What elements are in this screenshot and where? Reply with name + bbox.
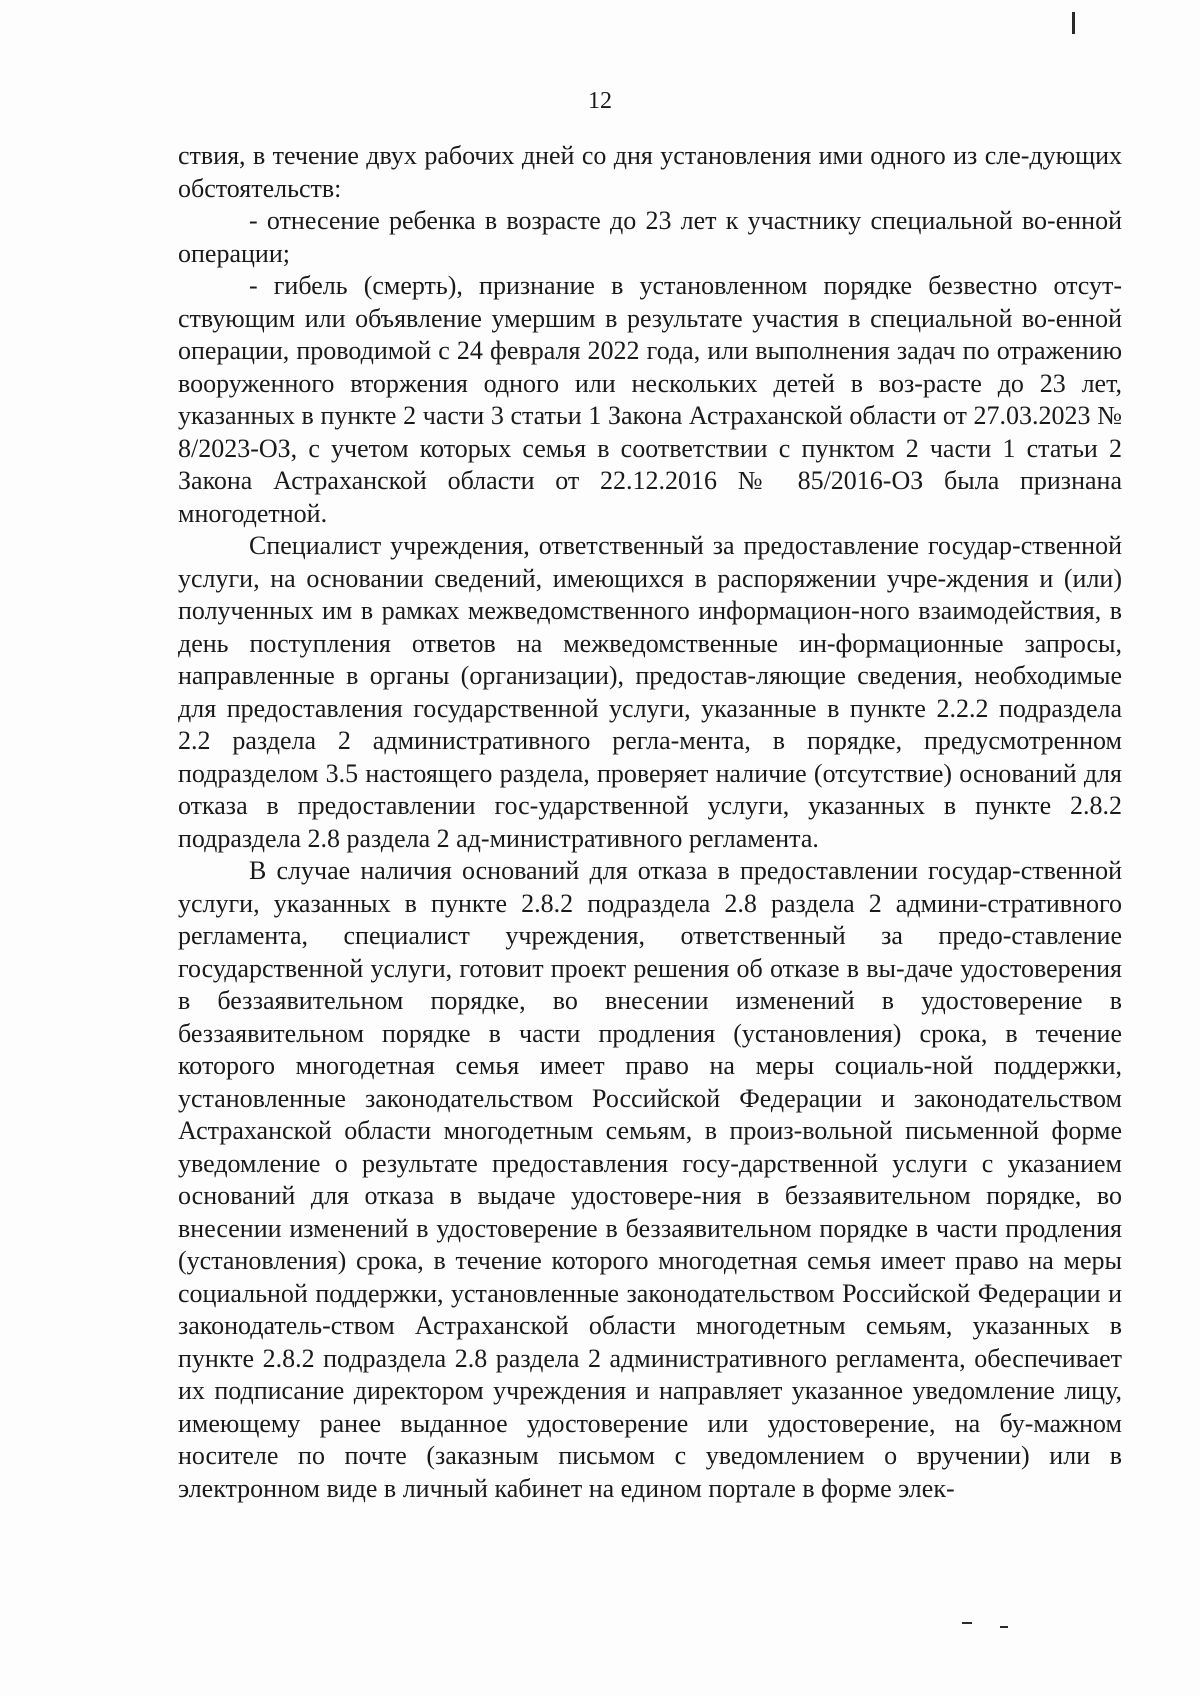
scan-speck	[1072, 12, 1075, 34]
page-number: 12	[588, 88, 612, 114]
scan-speck	[1000, 1626, 1008, 1628]
scan-speck	[962, 1622, 972, 1624]
paragraph-specialist-check: Специалист учреждения, ответственный за предоставление государ-ственной услуги, на основании сведений, имеющихся в распоряжении учре-ждения и (или) полученных им в рамках межведомственного информацион-ного взаимодействия, в день поступления ответов на межведомственные ин-формационные запросы, направленные в органы (организации), предостав-ляющие сведения, необходимые для предоставления государственной услуги, указанные в пункте 2.2.2 подраздела 2.2 раздела 2 административного регла-мента, в порядке, предусмотренном подразделом 3.5 настоящего раздела, проверяет наличие (отсутствие) оснований для отказа в предоставлении гос-ударственной услуги, указанных в пункте 2.8.2 подраздела 2.8 раздела 2 ад-министративного регламента.	[178, 531, 1122, 853]
list-item-death-or-missing: - гибель (смерть), признание в установленном порядке безвестно отсут-ствующим или объявление умершим в результате участия в специальной во-енной операции, проводимой с 24 февраля 2022 года, или выполнения задач по отражению вооруженного вторжения одного или нескольких детей в воз-расте до 23 лет, указанных в пункте 2 части 3 статьи 1 Закона Астраханской области от 27.03.2023 № 8/2023-ОЗ, с учетом которых семья в соответствии с пунктом 2 части 1 статьи 2 Закона Астраханской области от 22.12.2016 № 85/2016-ОЗ была признана многодетной.	[178, 271, 1122, 528]
paragraph-refusal-procedure: В случае наличия оснований для отказа в предоставлении государ-ственной услуги, указанных в пункте 2.8.2 подраздела 2.8 раздела 2 админи-стративного регламента, специалист учреждения, ответственный за предо-ставление государственной услуги, готовит проект решения об отказе в вы-даче удостоверения в беззаявительном порядке, во внесении изменений в удостоверение в беззаявительном порядке в части продления (установления) срока, в течение которого многодетная семья имеет право на меры социаль-ной поддержки, установленные законодательством Российской Федерации и законодательством Астраханской области многодетным семьям, в произ-вольной письменной форме уведомление о результате предоставления госу-дарственной услуги с указанием оснований для отказа в выдаче удостовере-ния в беззаявительном порядке, во внесении изменений в удостоверение в беззаявительном порядке в части продления (установления) срока, в течение которого многодетная семья имеет право на меры социальной поддержки, установленные законодательством Российской Федерации и законодатель-ством Астраханской области многодетным семьям, указанных в пункте 2.8.2 подраздела 2.8 раздела 2 административного регламента, обеспечивает их подписание директором учреждения и направляет указанное уведомление лицу, имеющему ранее выданное удостоверение или удостоверение, на бу-мажном носителе по почте (заказным письмом с уведомлением о вручении) или в электронном виде в личный кабинет на едином портале в форме элек-	[178, 856, 1122, 1503]
document-body	[178, 140, 1122, 1505]
paragraph-continuation: ствия, в течение двух рабочих дней со дня установления ими одного из сле-дующих обстоятельств:	[178, 141, 1122, 203]
list-item-svo-participant: - отнесение ребенка в возрасте до 23 лет к участнику специальной во-енной операции;	[178, 206, 1122, 268]
